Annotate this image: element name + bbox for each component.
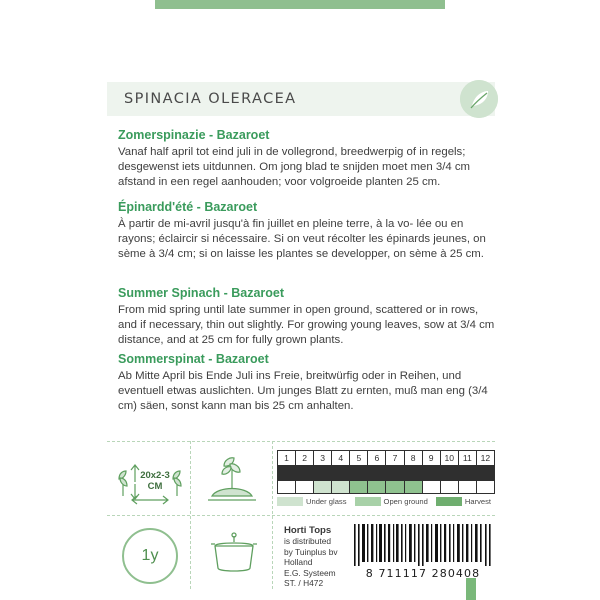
divider-vertical-left	[190, 441, 191, 589]
calendar-cell	[332, 467, 350, 479]
calendar-month: 3	[314, 451, 332, 465]
brand-name: Horti Tops	[284, 525, 332, 536]
brand-line6: ST. / H472	[284, 578, 324, 589]
text-block-en	[118, 286, 498, 349]
seed-company-logo	[460, 80, 498, 118]
calendar-cell	[314, 481, 332, 493]
calendar-cell	[368, 481, 386, 493]
brand-line4: Holland	[284, 557, 313, 568]
brand-line5: E.G. Systeem	[284, 567, 336, 578]
brand-block	[284, 525, 338, 588]
calendar-month: 11	[459, 451, 477, 465]
calendar-month: 4	[332, 451, 350, 465]
brand-line2: is distributed	[284, 536, 332, 547]
block-body-en: From mid spring until late summer in open ground, scattered or in rows, and if necessary, thin out slightly. For growing young leaves, sow at 3/4 cm distance, and at 25 cm for fully grown plants.	[118, 304, 495, 347]
calendar-legend	[277, 497, 495, 506]
divider-horizontal-top	[107, 441, 495, 442]
lifecycle-value: 1y	[141, 547, 159, 564]
calendar-cell	[368, 467, 386, 479]
text-block-fr	[118, 200, 498, 263]
text-block-de	[118, 352, 498, 415]
calendar-month: 7	[386, 451, 404, 465]
barcode-number: 8 711117 280408	[365, 567, 481, 580]
calendar-cell	[350, 481, 368, 493]
calendar-cell	[278, 481, 296, 493]
text-block-nl	[118, 128, 498, 191]
legend-label: Open ground	[383, 497, 428, 506]
calendar-month: 2	[296, 451, 314, 465]
calendar-cell	[423, 481, 441, 493]
block-title-en: Summer Spinach - Bazaroet	[118, 286, 285, 300]
calendar-dark-band	[277, 466, 495, 480]
brand-line3: by Tuinplus bv	[284, 546, 338, 557]
legend-label: Under glass	[306, 497, 347, 506]
calendar-cell	[314, 467, 332, 479]
calendar-cell	[477, 481, 495, 493]
calendar-month: 9	[423, 451, 441, 465]
legend-item	[436, 497, 491, 506]
calendar-cell	[332, 481, 350, 493]
divider-vertical-right	[272, 441, 273, 589]
calendar-month: 1	[278, 451, 296, 465]
legend-swatch-open-ground	[355, 497, 381, 506]
sowing-calendar	[277, 450, 495, 494]
calendar-cell	[278, 467, 296, 479]
calendar-cell	[477, 467, 495, 479]
calendar-month: 5	[350, 451, 368, 465]
latin-name: SPINACIA OLERACEA	[124, 91, 297, 107]
calendar-month: 6	[368, 451, 386, 465]
block-body-fr: À partir de mi-avril jusqu'à fin juillet en pleine terre, à la vo- lée ou en rayons; éclaircir si nécessaire. Si on veut récolter les épinards jeunes, on sème à 3/4 cm; si on laisse les plantes se developper, on sème à 25 cm.	[118, 218, 486, 261]
legend-item	[355, 497, 428, 506]
calendar-activity-band	[277, 480, 495, 494]
calendar-header-row	[277, 450, 495, 466]
cooking-pan-icon	[203, 528, 265, 578]
block-title-de: Sommerspinat - Bazaroet	[118, 352, 269, 366]
top-green-bar	[155, 0, 445, 9]
calendar-cell	[405, 481, 423, 493]
block-body-nl: Vanaf half april tot eind juli in de vollegrond, breedwerpig of in regels; desgewenst iets uitdunnen. Om jong blad te snijden moet men 3/4 cm afstand in een regel aanhouden; voor volgroeide planten 25 cm.	[118, 146, 471, 189]
block-title-nl: Zomerspinazie - Bazaroet	[118, 128, 270, 142]
block-body-de: Ab Mitte April bis Ende Juli ins Freie, breitwürfig oder in Reihen, und eventuell etwas auslichten. Um junges Blatt zu ernten, muß man eng (3/4 cm) säen, sonst kann man bis 25 cm anhalten.	[118, 370, 488, 413]
legend-swatch-harvest	[436, 497, 462, 506]
calendar-cell	[386, 481, 404, 493]
block-title-fr: Épinardd'été - Bazaroet	[118, 200, 258, 214]
divider-horizontal-bottom	[107, 515, 495, 516]
calendar-cell	[350, 467, 368, 479]
legend-label: Harvest	[464, 497, 492, 506]
calendar-cell	[459, 481, 477, 493]
sowing-soil-icon	[198, 450, 266, 508]
legend-swatch-under-glass	[277, 497, 303, 506]
calendar-cell	[296, 467, 314, 479]
calendar-cell	[441, 481, 459, 493]
calendar-cell	[423, 467, 441, 479]
legend-item	[277, 497, 347, 506]
calendar-cell	[386, 467, 404, 479]
bottom-green-tick	[466, 578, 476, 600]
calendar-cell	[441, 467, 459, 479]
lifecycle-icon	[122, 528, 178, 584]
calendar-cell	[459, 467, 477, 479]
calendar-cell	[296, 481, 314, 493]
calendar-month: 12	[477, 451, 495, 465]
calendar-month: 10	[441, 451, 459, 465]
spacing-label: 20x2-3 CM	[140, 470, 170, 492]
calendar-cell	[405, 467, 423, 479]
calendar-month: 8	[405, 451, 423, 465]
barcode-image	[352, 524, 494, 566]
